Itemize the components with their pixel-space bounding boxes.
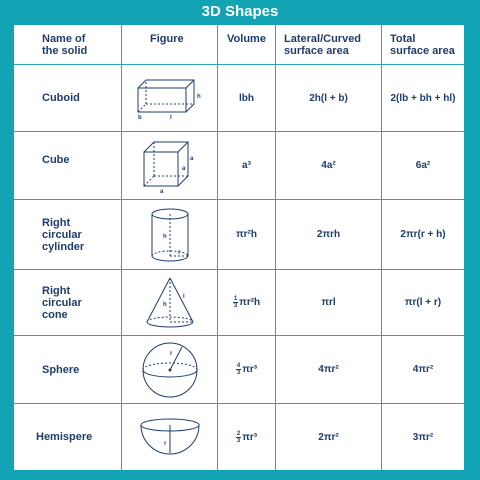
label-h: h xyxy=(162,301,167,308)
volume-fraction xyxy=(233,296,238,309)
row-name xyxy=(14,336,122,403)
fraction-numerator: 4 xyxy=(236,363,241,369)
table-row xyxy=(14,336,464,404)
volume-text: πr³ xyxy=(242,364,258,375)
page-title: 3D Shapes xyxy=(201,3,279,20)
volume-text: πr³ xyxy=(242,431,258,443)
total-value: 6a² xyxy=(415,160,431,171)
cuboid-icon xyxy=(134,76,206,120)
row-name xyxy=(14,132,122,199)
total-value: 3πr² xyxy=(412,431,434,443)
table-row xyxy=(14,132,464,200)
fraction-denominator: 3 xyxy=(233,303,238,309)
lateral-value: 2h(l + b) xyxy=(276,65,382,131)
volume-fraction xyxy=(236,363,241,376)
table-row xyxy=(14,404,464,470)
lateral-value: 2πr² xyxy=(276,404,382,470)
label-a2: a xyxy=(181,165,185,172)
sphere-figure xyxy=(122,336,218,403)
row-name-text: Sphere xyxy=(42,363,80,376)
fraction-numerator: 1 xyxy=(233,296,238,302)
volume-value: lbh xyxy=(218,65,276,131)
header-volume: Volume xyxy=(218,25,276,64)
shapes-table xyxy=(14,25,464,470)
sphere-icon xyxy=(141,341,199,399)
table-row xyxy=(14,200,464,270)
total-value: πr(l + r) xyxy=(404,297,442,308)
label-a1: a xyxy=(189,155,193,162)
volume-value xyxy=(218,270,276,335)
row-name xyxy=(14,65,122,131)
lateral-value: 2πrh xyxy=(276,200,382,269)
label-r: r xyxy=(177,249,180,256)
volume-fraction xyxy=(236,431,241,444)
header-row xyxy=(14,25,464,65)
row-name xyxy=(14,200,122,269)
volume-value: a³ xyxy=(218,132,276,199)
row-name xyxy=(14,270,122,335)
cylinder-icon xyxy=(148,206,192,264)
lateral-value: πrl xyxy=(276,270,382,335)
header-figure: Figure xyxy=(122,25,218,64)
total-value: 2πr(r + h) xyxy=(400,229,446,240)
header-name: Name of the solid xyxy=(14,25,122,64)
row-name xyxy=(14,404,122,470)
volume-value xyxy=(218,336,276,403)
cone-icon xyxy=(143,276,197,330)
cuboid-figure xyxy=(122,65,218,131)
label-r: r xyxy=(169,350,172,357)
label-l: l xyxy=(169,115,172,120)
lateral-value: 4πr² xyxy=(276,336,382,403)
table-row xyxy=(14,270,464,336)
label-h: h xyxy=(162,233,167,240)
hemisphere-icon xyxy=(138,417,202,457)
label-a3: a xyxy=(159,188,163,194)
lateral-value: 4a² xyxy=(276,132,382,199)
row-name-text: Cube xyxy=(42,154,70,166)
hemisphere-figure xyxy=(122,404,218,470)
fraction-numerator: 2 xyxy=(236,430,241,437)
label-h: h xyxy=(196,94,201,100)
row-name-text: Cuboid xyxy=(42,92,80,104)
header-total: Total surface area xyxy=(390,33,455,57)
cube-figure xyxy=(122,132,218,199)
label-l: l xyxy=(182,293,185,300)
volume-value: πr²h xyxy=(218,200,276,269)
label-b: b xyxy=(137,115,142,120)
total-value: 4πr² xyxy=(412,364,434,375)
header-lateral: Lateral/Curved surface area xyxy=(276,25,382,64)
cube-icon xyxy=(140,138,200,194)
row-name-text: Right circular cone xyxy=(42,284,82,321)
fraction-denominator: 3 xyxy=(236,370,241,376)
table-row xyxy=(14,65,464,132)
volume-text: πr²h xyxy=(239,297,261,308)
row-name-text: Right circular cylinder xyxy=(42,216,85,253)
volume-value xyxy=(218,404,276,470)
cylinder-figure xyxy=(122,200,218,269)
cone-figure xyxy=(122,270,218,335)
row-name-text: Hemispere xyxy=(36,431,93,443)
label-r: r xyxy=(163,441,166,447)
fraction-denominator: 3 xyxy=(236,437,241,444)
total-value: 2(lb + bh + hl) xyxy=(390,92,456,104)
